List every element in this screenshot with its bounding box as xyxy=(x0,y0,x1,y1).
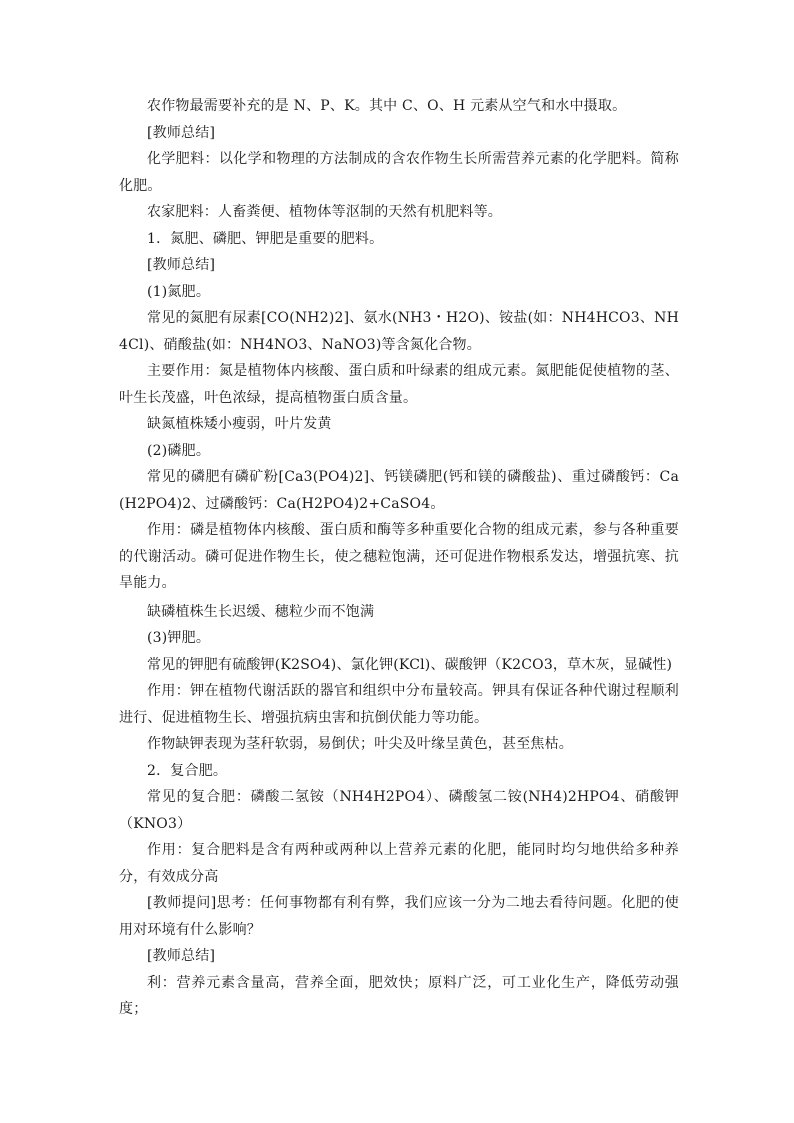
paragraph: 常见的复合肥：磷酸二氢铵（NH4H2PO4）、磷酸氢二铵(NH4)2HPO4、硝酸钾（KNO3） xyxy=(119,789,679,832)
paragraph: [教师提问]思考：任何事物都有利有弊，我们应该一分为二地去看待问题。化肥的使用对环境有什么影响？ xyxy=(119,895,679,938)
section-tag: [教师总结] xyxy=(147,124,216,141)
section-tag: [教师总结] xyxy=(147,948,216,964)
numbered-heading: 1．氮肥、磷肥、钾肥是重要的肥料。 xyxy=(147,230,384,247)
paragraph: 农家肥料：人畜粪便、植物体等沤制的天然有机肥料等。 xyxy=(147,204,502,220)
paragraph: 常见的钾肥有硫酸钾(K2SO4)、氯化钾(KCl)、碳酸钾（K2CO3，草木灰，显碱性) xyxy=(147,656,673,673)
sub-heading: (1)氮肥。 xyxy=(147,283,211,300)
paragraph: 作物缺钾表现为茎秆软弱，易倒伏；叶尖及叶缘呈黄色，甚至焦枯。 xyxy=(147,736,573,752)
section-tag: [教师总结] xyxy=(147,257,216,273)
paragraph: 作用：复合肥料是含有两种或两种以上营养元素的化肥，能同时均匀地供给多种养分，有效成分高 xyxy=(119,842,679,885)
paragraph: 作用：磷是植物体内核酸、蛋白质和酶等多种重要化合物的组成元素，参与各种重要的代谢活动。磷可促进作物生长，使之穗粒饱满，还可促进作物根系发达，增强抗寒、抗旱能力。 xyxy=(119,522,679,591)
sub-heading: (3)钾肥。 xyxy=(147,630,211,646)
paragraph: 缺磷植株生长迟缓、穗粒少而不饱满 xyxy=(147,603,375,620)
paragraph: 作用：钾在植物代谢活跃的器官和组织中分布量较高。钾具有保证各种代谢过程顺利进行、促进植物生长、增强抗病虫害和抗倒伏能力等功能。 xyxy=(119,683,679,726)
document-body xyxy=(119,93,679,1023)
paragraph: 常见的氮肥有尿素[CO(NH2)2]、氨水(NH3・H2O)、铵盐(如：NH4HCO3、NH4Cl)、硝酸盐(如：NH4NO3、NaNO3)等含氮化合物。 xyxy=(119,310,679,353)
paragraph: 利：营养元素含量高，营养全面，肥效快；原料广泛，可工业化生产，降低劳动强度； xyxy=(119,974,679,1017)
paragraph: 农作物最需要补充的是 N、P、K。其中 C、O、H 元素从空气和水中摄取。 xyxy=(147,98,627,114)
paragraph: 缺氮植株矮小瘦弱，叶片发黄 xyxy=(147,416,332,432)
sub-heading: (2)磷肥。 xyxy=(147,442,211,459)
paragraph: 主要作用：氮是植物体内核酸、蛋白质和叶绿素的组成元素。氮肥能促使植物的茎、叶生长茂盛，叶色浓绿，提高植物蛋白质含量。 xyxy=(119,363,679,406)
numbered-heading: 2．复合肥。 xyxy=(147,762,228,779)
paragraph: 化学肥料：以化学和物理的方法制成的含农作物生长所需营养元素的化学肥料。简称化肥。 xyxy=(119,151,679,194)
paragraph: 常见的磷肥有磷矿粉[Ca3(PO4)2]、钙镁磷肥(钙和镁的磷酸盐)、重过磷酸钙：Ca(H2PO4)2、过磷酸钙：Ca(H2PO4)2+CaSO4。 xyxy=(119,469,679,512)
